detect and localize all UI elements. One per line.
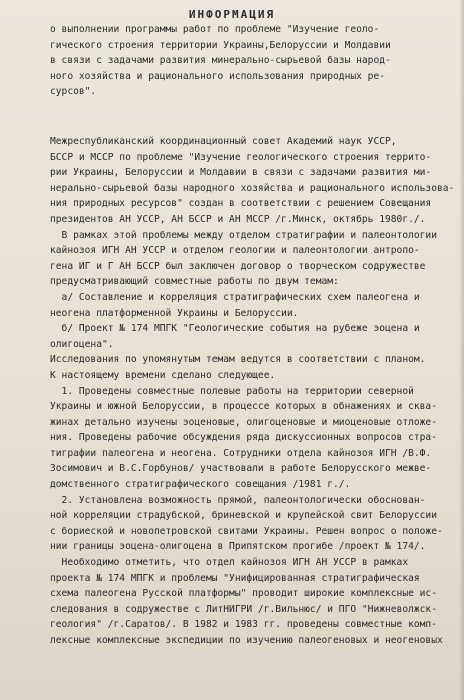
document-title: ИНФОРМАЦИЯ [188,8,276,21]
page-edge-shadow [459,0,464,700]
document-body: Межреспубликанский координационный совет Академий наук УССР, БССР и МССР по проблеме "Изучение геологического строения террито- рии Украины, Белоруссии и Молдавии в связи с задачами развития ми- нерально-сырьевой базы народного хозяйства и рационального использова- ния природных ресурсов" создан в соответствии с решением Совещания президентов АН УССР, АН БССР и АН МССР /г.Минск, октябрь 1980г./. В рамках этой проблемы между отделом стратиграфии и палеонтологии кайнозоя ИГН АН УССР и отделом геологии и палеонтологии антропо- гена ИГ и Г АН БССР был заключен договор о творческом содружестве предусматривающий совместные работы по двум темам: а/ Составление и корреляция стратиграфических схем палеогена и неогена платформенной Украины и Белоруссии. б/ Проект № 174 МПГК "Геологические события на рубеже эоцена и олигоцена". Исследования по упомянутым темам ведутся в соответствии с планом. К настоящему времени сделано следующее. 1. Проведены совместные полевые работы на территории северной Украины и южной Белоруссии, в процессе которых в обнажениях и сква- жинах детально изучены эоценовые, олигоценовые и миоценовые отложе- ния. Проведены рабочие обсуждения ряда дискуссионных вопросов стра- тиграфии палеогена и неогена. Сотрудники отдела кайнозоя ИГН /В.Ф. Зосимович и В.С.Горбунов/ участвовали в работе Белорусского межве- домственного стратиграфического совещания /1981 г./. 2. Установлена возможность прямой, палеонтологически обоснован- ной корреляции страдубской, бриневской и крупейской свит Белоруссии с бориеской и новопетровской свитами Украины. Решен вопрос о положе- нии границы эоцена-олигоцена в Припятском прогибе /проект № 174/. Необходимо отметить, что отдел кайнозоя ИГН АН УССР в рамках проекта № 174 МПГК и проблемы "Унифицированная стратиграфическая схема палеогена Русской платформы" проводит широкие комплексные ис- следования в содружестве с ЛитНИГРИ /г.Вильнюс/ и ПГО "Нижневолжск- геология" /г.Саратов/. В 1982 и 1983 гг. проведены совместные комп- лексные комплексные экспедиции по изучению палеогеновых и неогеновых [50,136,455,646]
document-intro: о выполнении программы работ по проблеме "Изучение геоло- гического строения территории Украины,Белоруссии и Молдавии в связи с задачами развития минерально-сырьевой базы народ- ного хозяйства и рационального использования природных ре- сурсов". [50,24,391,98]
